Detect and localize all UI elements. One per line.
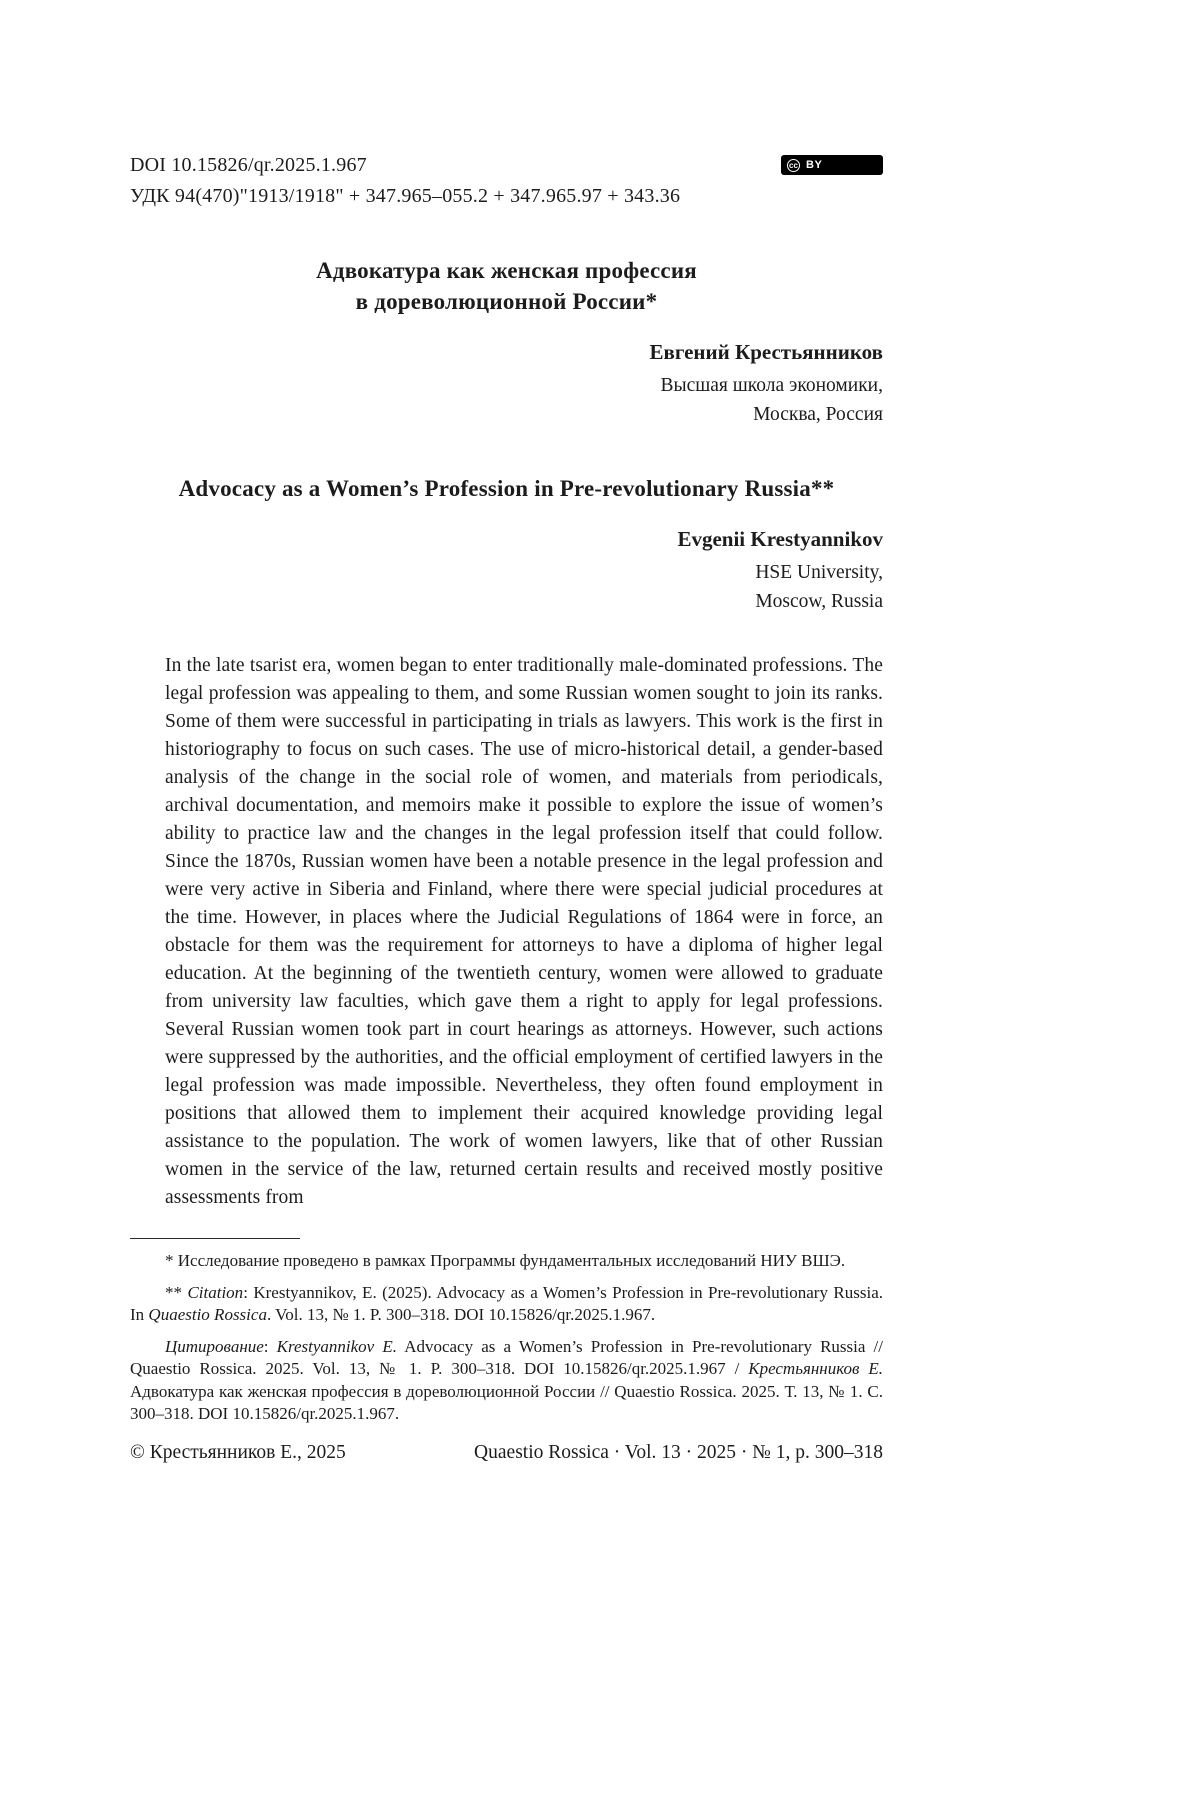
footnote-2 bbox=[130, 1282, 883, 1327]
footnote-3-author-latin: Krestyannikov E. bbox=[276, 1336, 397, 1356]
udk-line: УДК 94(470)"1913/1918" + 347.965–055.2 + 347.965.97 + 343.36 bbox=[130, 185, 681, 207]
author-english: Evgenii Krestyannikov bbox=[677, 527, 883, 551]
footnote-3 bbox=[130, 1336, 883, 1426]
copyright-notice: © Крестьянников Е., 2025 bbox=[130, 1441, 346, 1463]
cc-by-license-badge bbox=[781, 155, 883, 175]
affiliation-russian-line1: Высшая школа экономики, bbox=[660, 375, 883, 396]
title-russian-line2: в дореволюционной России* bbox=[355, 289, 658, 314]
footnote-separator bbox=[130, 1238, 300, 1239]
author-russian: Евгений Крестьянников bbox=[649, 340, 883, 364]
affiliation-english-line2: Moscow, Russia bbox=[755, 591, 883, 612]
footnote-3-text-end: Адвокатура как женская профессия в дореволюционной России // Quaestio Rossica. 2025. Т. 13, № 1. С. 300–318. DOI 10.15826/qr.2025.1.967. bbox=[130, 1381, 883, 1423]
cc-by-label: BY bbox=[806, 159, 823, 171]
doi-line: DOI 10.15826/qr.2025.1.967 bbox=[130, 154, 367, 176]
affiliation-english-line1: HSE University, bbox=[755, 562, 883, 583]
header-row bbox=[130, 152, 883, 209]
title-russian-line1: Адвокатура как женская профессия bbox=[316, 258, 697, 283]
footnote-3-text: Advocacy as a Women’s Profession in Pre-revolutionary Russia // Quaestio Rossica. 2025. Vol. 13, № 1. P. 300–318. DOI 10.15826/qr.2025.1.967 / bbox=[130, 1336, 884, 1378]
footnote-2-citation-label: Citation bbox=[187, 1282, 244, 1302]
content-column bbox=[130, 0, 883, 1466]
footnote-1: * Исследование проведено в рамках Программы фундаментальных исследований НИУ ВШЭ. bbox=[165, 1251, 846, 1270]
title-english: Advocacy as a Women’s Profession in Pre-revolutionary Russia** bbox=[178, 476, 835, 501]
footnote-2-text: : Krestyannikov, E. (2025). Advocacy as a Women’s Profession in Pre-revolutionary Russia. In bbox=[130, 1282, 883, 1324]
page-footer bbox=[130, 1440, 883, 1466]
footnote-3-citation-label: Цитирование bbox=[165, 1336, 264, 1356]
footnote-2-marker: ** bbox=[165, 1282, 188, 1302]
affiliation-russian-line2: Москва, Россия bbox=[753, 404, 883, 425]
footnote-2-text-end: . Vol. 13, № 1. P. 300–318. DOI 10.15826/qr.2025.1.967. bbox=[266, 1305, 656, 1324]
abstract-text: In the late tsarist era, women began to enter traditionally male-dominated professions. The legal profession was appealing to them, and some Russian women sought to join its ranks. Some of them were successful in participating in trials as lawyers. This work is the first in historiography to focus on such cases. The use of micro-historical detail, a gender-based analysis of the change in the social role of women, and materials from periodicals, archival documentation, and memoirs make it possible to explore the issue of women’s ability to practice law and the changes in the legal profession itself that could follow. Since the 1870s, Russian women have been a notable presence in the legal profession and were very active in Siberia and Finland, where there were special judicial procedures at the time. However, in places where the Judicial Regulations of 1864 were in force, an obstacle for them was the requirement for attorneys to have a diploma of higher legal education. At the beginning of the twentieth century, women were allowed to graduate from university law faculties, which gave them a right to apply for legal professions. Several Russian women took part in court hearings as attorneys. However, such actions were suppressed by the authorities, and the official employment of certified lawyers in the legal profession was made impossible. Nevertheless, they often found employment in positions that allowed them to implement their acquired knowledge providing legal assistance to the population. The work of women lawyers, like that of other Russian women in the service of the law, returned certain results and received mostly positive assessments from bbox=[165, 655, 883, 1208]
footnote-3-author-cyrillic: Крестьянников Е. bbox=[748, 1359, 883, 1378]
article-meta bbox=[130, 152, 680, 209]
cc-icon: cc bbox=[787, 159, 800, 172]
footnote-2-journal-name: Quaestio Rossica bbox=[148, 1305, 267, 1324]
journal-volume-info: Quaestio Rossica · Vol. 13 · 2025 · № 1, p. 300–318 bbox=[474, 1441, 883, 1463]
title-russian bbox=[130, 255, 883, 317]
footnote-3-separator: : bbox=[263, 1336, 277, 1356]
